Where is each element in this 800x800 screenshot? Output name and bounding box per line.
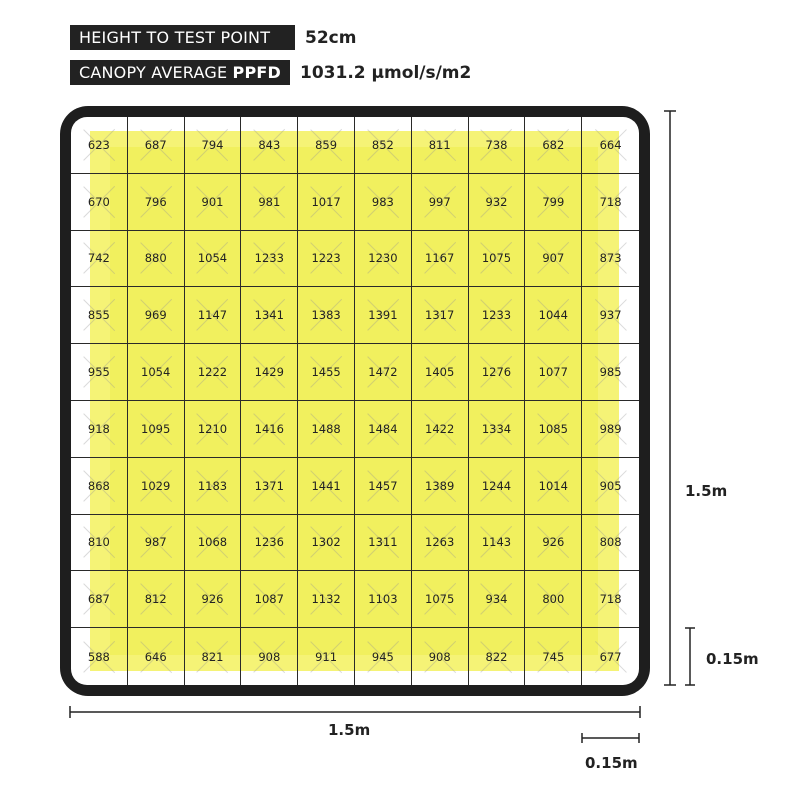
ppfd-reading: 1371 [254,478,284,493]
ppfd-reading: 687 [87,592,110,607]
ppfd-reading: 1183 [197,478,228,493]
ppfd-reading: 800 [542,592,565,607]
ppfd-reading: 810 [87,535,110,550]
ppfd-reading: 852 [371,137,394,152]
ppfd-reading: 985 [599,365,622,380]
ppfd-reading: 1429 [254,365,284,380]
ppfd-reading: 997 [428,194,451,209]
ppfd-reading: 911 [315,649,338,664]
ppfd-reading: 855 [87,308,110,323]
ppfd-reading: 989 [599,421,622,436]
ppfd-reading: 907 [542,251,565,266]
ppfd-reading: 1244 [481,478,512,493]
ppfd-reading: 794 [201,137,224,152]
ppfd-reading: 1484 [368,421,398,436]
ppfd-reading: 901 [201,194,224,209]
ppfd-reading: 1143 [481,535,512,550]
ppfd-reading: 588 [87,649,110,664]
ppfd-reading: 1223 [311,251,341,266]
ppfd-value: 1031.2 µmol/s/m2 [300,62,472,83]
ppfd-reading: 1422 [425,421,455,436]
ppfd-reading: 1147 [197,308,228,323]
ppfd-reading: 1441 [311,478,341,493]
ppfd-reading: 1044 [538,308,568,323]
ppfd-reading: 1311 [368,535,398,550]
ppfd-reading: 955 [87,365,110,380]
ppfd-reading: 1317 [425,308,455,323]
ppfd-reading: 981 [258,194,281,209]
ppfd-reading: 1276 [481,365,512,380]
ppfd-reading: 880 [144,251,167,266]
ppfd-reading: 1389 [425,478,455,493]
ppfd-reading: 1075 [481,251,512,266]
ppfd-reading: 1222 [197,365,228,380]
height-label: HEIGHT TO TEST POINT [70,25,295,50]
ppfd-reading: 745 [542,649,565,664]
ppfd-reading: 918 [87,421,110,436]
ppfd-reading: 908 [258,649,281,664]
ppfd-reading: 987 [144,535,167,550]
ppfd-reading: 718 [599,194,622,209]
ppfd-reading: 1077 [538,365,568,380]
ppfd-reading: 937 [599,308,622,323]
ppfd-reading: 934 [485,592,508,607]
ppfd-reading: 983 [371,194,394,209]
ppfd-reading: 812 [144,592,167,607]
ppfd-reading: 1472 [368,365,398,380]
ppfd-reading: 843 [258,137,281,152]
ppfd-reading: 682 [542,137,565,152]
ppfd-reading: 1132 [311,592,341,607]
ppfd-reading: 1488 [311,421,341,436]
cell-width-dimension-label: 0.15m [585,754,638,772]
ppfd-reading: 905 [599,478,622,493]
width-dimension-label: 1.5m [328,721,371,739]
ppfd-reading: 926 [542,535,565,550]
ppfd-reading: 1391 [368,308,398,323]
ppfd-reading: 1334 [481,421,512,436]
ppfd-reading: 868 [87,478,110,493]
ppfd-reading: 738 [485,137,508,152]
ppfd-reading: 1054 [197,251,228,266]
ppfd-label-prefix: CANOPY AVERAGE [79,63,233,82]
ppfd-reading: 932 [485,194,508,209]
ppfd-reading: 1103 [368,592,398,607]
ppfd-reading: 821 [201,649,224,664]
ppfd-reading: 908 [428,649,451,664]
ppfd-reading: 1054 [141,365,171,380]
ppfd-reading: 969 [144,308,167,323]
ppfd-reading: 1457 [368,478,398,493]
ppfd-reading: 1233 [481,308,512,323]
ppfd-reading: 1095 [141,421,171,436]
ppfd-reading: 1210 [197,421,228,436]
ppfd-reading: 1029 [141,478,171,493]
ppfd-label-bold: PPFD [232,63,282,82]
ppfd-reading: 1405 [425,365,455,380]
ppfd-reading: 1383 [311,308,341,323]
ppfd-reading: 1416 [254,421,284,436]
height-value: 52cm [305,27,357,48]
ppfd-reading: 664 [599,137,622,152]
ppfd-reading: 1017 [311,194,341,209]
height-dimension-label: 1.5m [685,482,728,500]
ppfd-reading: 742 [87,251,110,266]
ppfd-reading: 1455 [311,365,341,380]
ppfd-reading: 1087 [254,592,284,607]
ppfd-reading: 1068 [197,535,228,550]
ppfd-reading: 945 [371,649,394,664]
ppfd-reading: 687 [144,137,167,152]
ppfd-reading: 1167 [425,251,455,266]
cell-height-dimension-label: 0.15m [706,650,759,668]
ppfd-reading: 646 [144,649,167,664]
ppfd-reading: 1075 [425,592,455,607]
ppfd-reading: 1233 [254,251,284,266]
ppfd-reading: 822 [485,649,508,664]
ppfd-reading: 796 [144,194,167,209]
ppfd-reading: 799 [542,194,565,209]
ppfd-reading: 718 [599,592,622,607]
ppfd-reading: 1263 [425,535,455,550]
ppfd-reading: 1302 [311,535,341,550]
ppfd-reading: 926 [201,592,224,607]
ppfd-reading: 859 [315,137,338,152]
ppfd-reading: 808 [599,535,622,550]
ppfd-reading: 873 [599,251,622,266]
ppfd-reading: 811 [428,137,451,152]
ppfd-reading: 1230 [368,251,398,266]
ppfd-reading: 670 [87,194,110,209]
ppfd-reading: 677 [599,649,622,664]
ppfd-reading: 1085 [538,421,568,436]
ppfd-reading: 1014 [538,478,568,493]
ppfd-reading: 1236 [254,535,284,550]
ppfd-reading: 623 [87,137,110,152]
ppfd-reading: 1341 [254,308,284,323]
